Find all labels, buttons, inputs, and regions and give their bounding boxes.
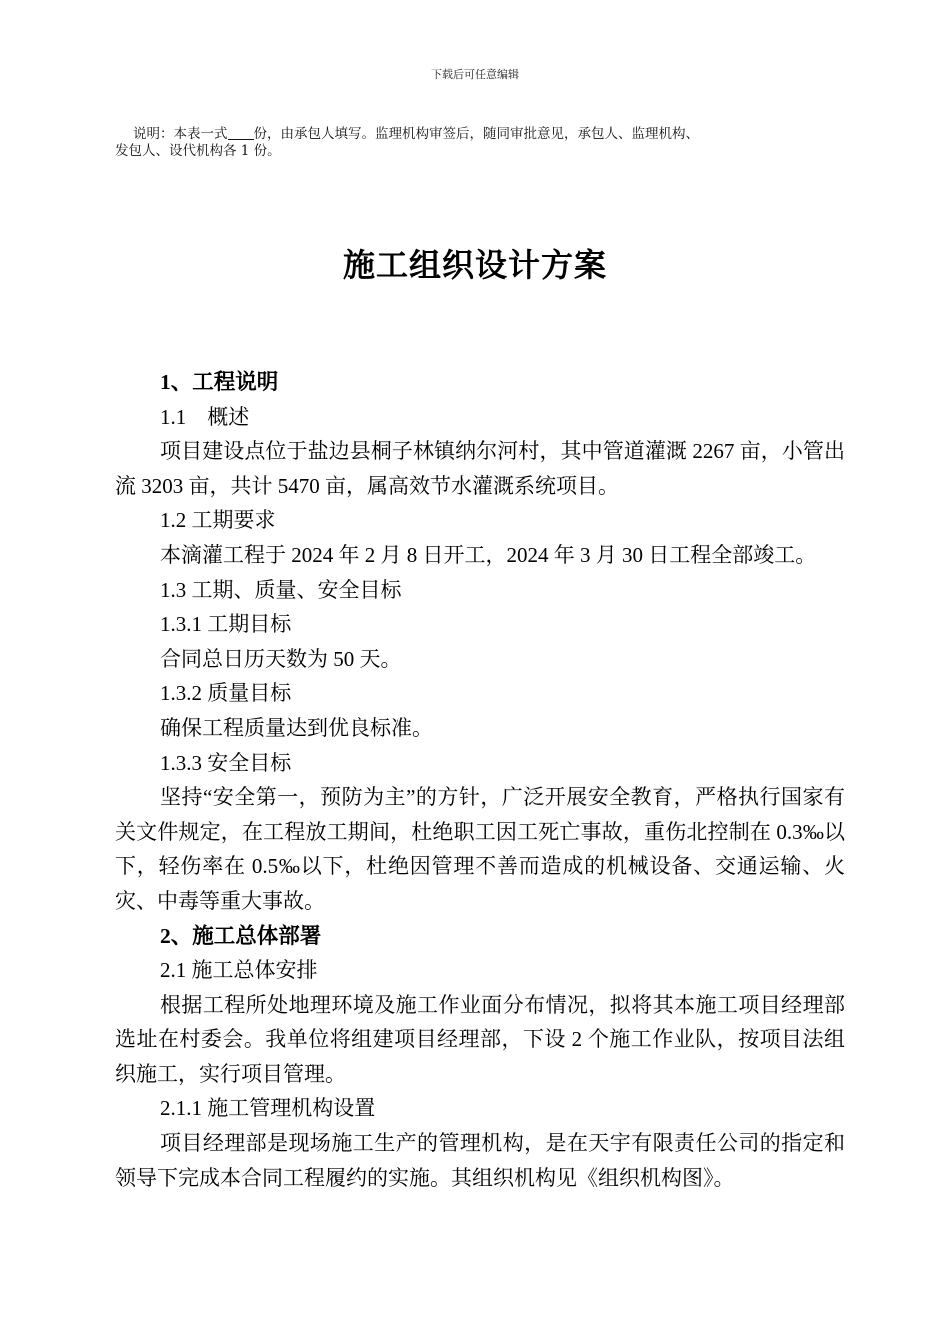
subsection-1-3-1: 1.3.1 工期目标 <box>160 612 292 637</box>
note-text-end: 份，由承包人填写。监理机构审签后，随同审批意见，承包人、监理机构、 <box>253 126 699 142</box>
paragraph-quality: 确保工程质量达到优良标准。 <box>160 715 433 740</box>
paragraph-organization: 项目经理部是现场施工生产的管理机构，是在天宇有限责任公司的指定和领导下完成本合同工程履约的实施。其组织机构见《组织机构图》。 <box>115 1131 845 1190</box>
paragraph-overview: 项目建设点位于盐边县桐子林镇纳尔河村，其中管道灌溉 2267 亩，小管出流 3203 亩，共计 5470 亩，属高效节水灌溉系统项目。 <box>115 439 845 498</box>
note-text-start: 说明：本表一式 <box>133 126 228 142</box>
document-title: 施工组织设计方案 <box>342 246 607 284</box>
paragraph-schedule: 本滴灌工程于 2024 年 2 月 8 日开工，2024 年 3 月 30 日工程全部竣工。 <box>160 542 817 567</box>
subsection-2-1-1: 2.1.1 施工管理机构设置 <box>160 1096 376 1121</box>
paragraph-safety: 坚持“安全第一，预防为主”的方针，广泛开展安全教育，严格执行国家有关文件规定，在工程放工期间，杜绝职工因工死亡事故，重伤北控制在 0.3‰以下，轻伤率在 0.5‰以下，杜绝因管理不善而造成的机械设备、交通运输、火灾、中毒等重大事故。 <box>115 785 845 913</box>
section-heading-2: 2、施工总体部署 <box>160 923 322 948</box>
paragraph-duration: 合同总日历天数为 50 天。 <box>160 646 402 671</box>
header-watermark: 下载后可任意编辑 <box>431 68 519 81</box>
subsection-1-2: 1.2 工期要求 <box>160 508 276 533</box>
subsection-1-1: 1.1 概述 <box>160 404 250 429</box>
copies-blank <box>228 126 254 140</box>
subsection-2-1: 2.1 施工总体安排 <box>160 958 318 983</box>
subsection-1-3-3: 1.3.3 安全目标 <box>160 750 292 775</box>
document-body <box>115 365 845 1195</box>
note-line-2: 发包人、设代机构各 1 份。 <box>115 143 281 159</box>
paragraph-arrangement: 根据工程所处地理环境及施工作业面分布情况，拟将其本施工项目经理部选址在村委会。我单位将组建项目经理部，下设 2 个施工作业队，按项目法组织施工，实行项目管理。 <box>115 992 845 1086</box>
subsection-1-3-2: 1.3.2 质量目标 <box>160 681 292 706</box>
subsection-1-3: 1.3 工期、质量、安全目标 <box>160 577 402 602</box>
section-heading-1: 1、工程说明 <box>160 370 279 394</box>
form-note <box>115 126 845 160</box>
